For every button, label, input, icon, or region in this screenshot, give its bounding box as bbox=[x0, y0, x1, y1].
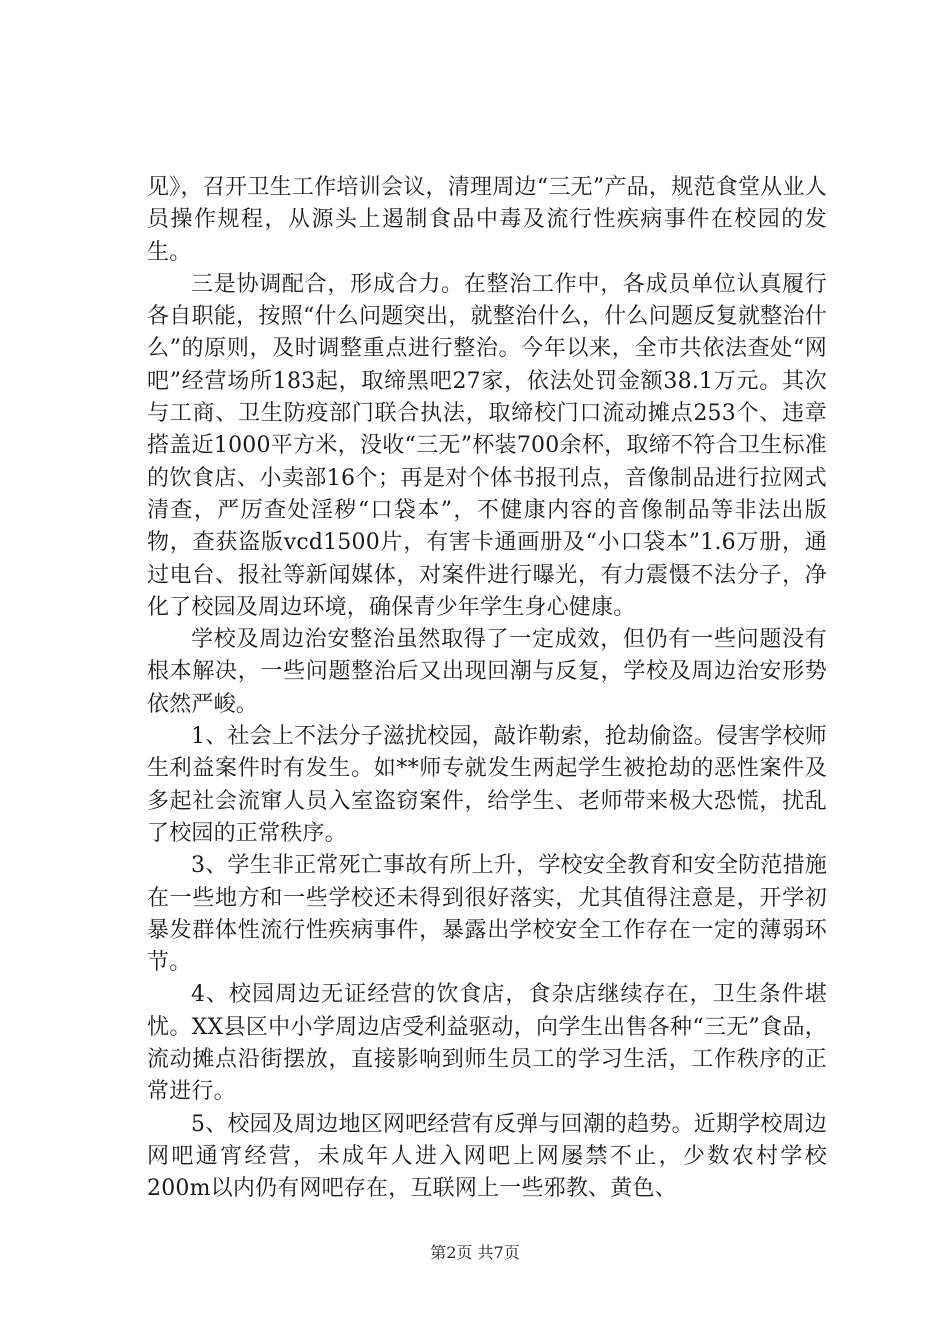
paragraph-7: 5、校园及周边地区网吧经营有反弹与回潮的趋势。近期学校周边网吧通宵经营，未成年人进入网吧上网屡禁不止，少数农村学校200m以内仍有网吧存在，互联网上一些邪教、黄色、 bbox=[147, 1111, 827, 1202]
paragraph-2: 三是协调配合，形成合力。在整治工作中，各成员单位认真履行各自职能，按照“什么问题突出，就整治什么，什么问题反复就整治什么”的原则，及时调整重点进行整治。今年以来，全市共依法查处“网吧”经营场所183起，取缔黑吧27家，依法处罚金额38.1万元。其次与工商、卫生防疫部门联合执法，取缔校门口流动摊点253个、违章搭盖近1000平方米，没收“三无”杯装700余杯，取缔不符合卫生标准的饮食店、小卖部16个；再是对个体书报刊点，音像制品进行拉网式清查，严厉查处淫秽“口袋本”，不健康内容的音像制品等非法出版物，查获盗版vcd1500片，有害卡通画册及“小口袋本”1.6万册，通过电台、报社等新闻媒体，对案件进行曝光，有力震慑不法分子，净化了校园及周边环境，确保青少年学生身心健康。 bbox=[147, 271, 827, 620]
document-body bbox=[147, 172, 827, 1206]
page-footer: 第2页 共7页 bbox=[430, 1243, 520, 1262]
paragraph-1: 见》，召开卫生工作培训会议，清理周边“三无”产品，规范食堂从业人员操作规程，从源头上遏制食品中毒及流行性疾病事件在校园的发生。 bbox=[147, 175, 827, 265]
paragraph-5: 3、学生非正常死亡事故有所上升，学校安全教育和安全防范措施在一些地方和一些学校还未得到很好落实，尤其值得注意是，开学初暴发群体性流行性疾病事件，暴露出学校安全工作存在一定的薄弱环节。 bbox=[147, 853, 827, 976]
paragraph-4: 1、社会上不法分子滋扰校园，敲诈勒索，抢劫偷盗。侵害学校师生利益案件时有发生。如**师专就发生两起学生被抢劫的恶性案件及多起社会流窜人员入室盗窃案件，给学生、老师带来极大恐慌，扰乱了校园的正常秩序。 bbox=[147, 724, 827, 846]
paragraph-3: 学校及周边治安整治虽然取得了一定成效，但仍有一些问题没有根本解决，一些问题整治后又出现回潮与反复，学校及周边治安形势依然严峻。 bbox=[147, 627, 827, 717]
paragraph-6: 4、校园周边无证经营的饮食店，食杂店继续存在，卫生条件堪忧。XX县区中小学周边店受利益驱动，向学生出售各种“三无”食品，流动摊点沿街摆放，直接影响到师生员工的学习生活，工作秩序的正常进行。 bbox=[147, 982, 827, 1105]
